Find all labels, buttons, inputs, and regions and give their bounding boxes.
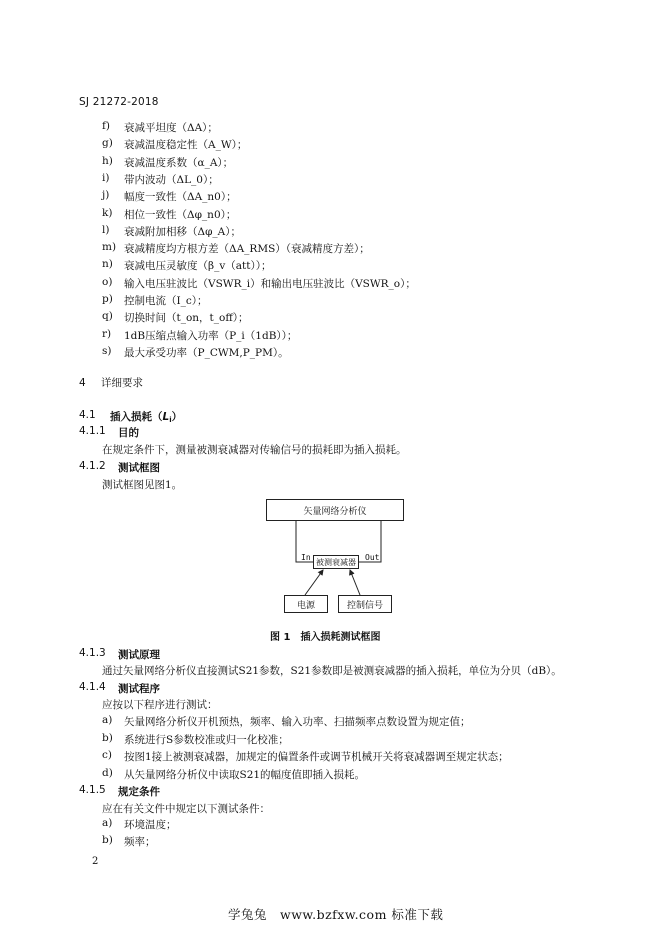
list-item-letter: c) [102,749,112,761]
port-in-label: In [301,553,311,562]
footer-watermark: 学兔兔 www.bzfxw.com 标准下载 [228,907,444,922]
list-item-letter: a) [102,714,113,726]
list-item-text: 幅度一致性（ΔA_n0）； [124,191,237,204]
attenuator-under-test-box: 被测衰减器 [313,555,359,569]
list-item-text: 按图1接上被测衰减器，加规定的偏置条件或调节机械开关将衰减器调至规定状态； [124,751,509,763]
list-item-letter: f) [102,120,110,132]
document-number: SJ 21272-2018 [79,96,159,108]
list-item-letter: b) [102,834,113,846]
section-4-1-4-number: 4.1.4 [79,681,106,693]
list-item-text: 系统进行S参数校准或归一化校准； [124,733,289,746]
out-cable-line [359,521,381,562]
list-item-letter: d) [102,766,113,779]
control-signal-box: 控制信号 [338,595,392,613]
section-4-1-number: 4.1 [79,409,96,421]
list-item-text: 输入电压驻波比（VSWR_i）和输出电压驻波比（VSWR_o）； [124,277,416,290]
list-item-letter: p) [102,293,113,305]
list-item-text: 衰减附加相移（Δφ_A）； [124,225,242,238]
section-4-1-2-number: 4.1.2 [79,460,106,472]
section-4-1-2-body: 测试框图见图1。 [102,479,183,491]
list-item-text: 衰减平坦度（ΔA）； [124,122,218,134]
list-item-text: 控制电流（I_c）； [124,295,208,307]
section-4-1-3-body: 通过矢量网络分析仪直接测试S21参数，S21参数即是被测衰减器的插入损耗，单位为分贝（dB）。 [102,665,562,677]
list-item-letter: r) [102,327,112,340]
list-item-text: 切换时间（t_on，t_off）； [124,312,249,325]
vector-network-analyzer-box: 矢量网络分析仪 [266,499,404,521]
list-item-text: 衰减温度系数（α_A）； [124,156,234,169]
section-number: 4 [79,377,86,389]
list-item-text: 最大承受功率（P_CWM,P_PM）。 [124,346,289,359]
section-4-1-title: 插入损耗$(L_i)$ [110,411,183,424]
list-item-text: 相位一致性（Δφ_n0）； [124,208,237,221]
list-item-letter: n) [102,258,113,271]
in-cable-line [296,521,313,562]
section-4-1-4-intro: 应按以下程序进行测试： [102,699,218,711]
list-item-text: 带内波动（ΔL_0）； [124,173,219,186]
list-item-letter: a) [102,817,113,829]
list-item-text: 衰减电压灵敏度（β_v（att））； [124,260,272,273]
list-item-text: 衰减温度稳定性（A_W）； [124,139,248,152]
list-item-text: 1dB压缩点输入功率（P_i（1dB））； [124,329,298,342]
list-item-letter: m) [102,241,117,254]
control-arrow [350,570,360,595]
section-4-1-5-number: 4.1.5 [79,784,106,796]
list-item-text: 衰减精度均方根方差（ΔA_RMS）（衰减精度方差）； [124,243,370,256]
list-item-text: 环境温度； [124,819,177,831]
section-4-1-5-intro: 应在有关文件中规定以下测试条件： [102,803,270,815]
list-item-letter: o) [102,275,113,288]
list-item-letter: g) [102,137,113,150]
power-supply-box: 电源 [284,595,328,613]
port-out-label: Out [365,553,380,562]
list-item-text: 从矢量网络分析仪中读取S21的幅度值即插入损耗。 [124,768,366,781]
section-4-1-3-number: 4.1.3 [79,647,106,659]
section-4-1-1-title: 目的 [118,427,139,439]
section-4-1-2-title: 测试框图 [118,462,160,474]
list-item-letter: l) [102,223,110,236]
list-item-letter: q) [102,310,113,323]
list-item-text: 频率； [124,836,156,848]
list-item-letter: k) [102,206,113,219]
list-item-letter: i) [102,171,110,184]
list-item-letter: s) [102,344,112,357]
section-title: 详细要求 [101,377,144,389]
section-4-1-1-number: 4.1.1 [79,425,106,437]
power-arrow [305,570,323,595]
section-4-1-1-body: 在规定条件下，测量被测衰减器对传输信号的损耗即为插入损耗。 [102,444,407,456]
list-item-text: 矢量网络分析仪开机预热，频率、输入功率、扫描频率点数设置为规定值； [124,716,471,728]
list-item-letter: b) [102,731,113,744]
list-item-letter: h) [102,154,113,167]
list-item-letter: j) [102,189,110,202]
section-4-1-5-title: 规定条件 [118,786,160,798]
page-number: 2 [92,856,99,867]
section-4-1-3-title: 测试原理 [118,649,160,661]
section-4-1-4-title: 测试程序 [118,683,160,695]
figure-caption: 图 1 插入损耗测试框图 [270,632,381,643]
